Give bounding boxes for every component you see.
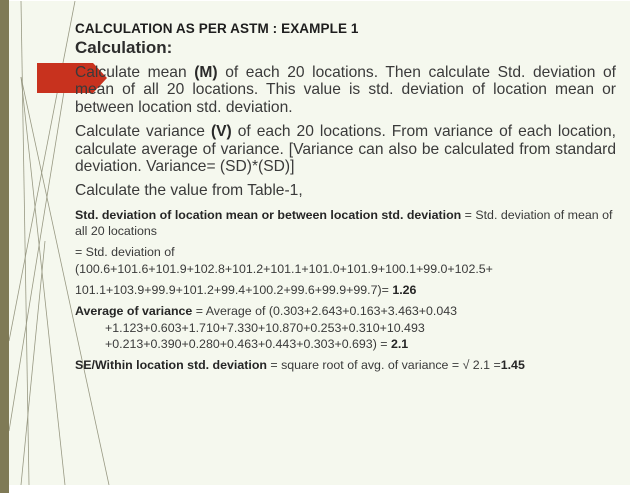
se-within-formula: SE/Within location std. deviation = square root of avg. of variance = √ 2.1 =1.45 xyxy=(75,358,525,373)
calculation-heading: Calculation: xyxy=(75,38,173,57)
slide-content xyxy=(75,21,616,379)
slide-canvas xyxy=(9,1,630,485)
left-accent-bar xyxy=(0,0,9,493)
se-within-result: 1.45 xyxy=(500,358,525,373)
mean-symbol: (M) xyxy=(194,64,218,81)
page-title: CALCULATION AS PER ASTM : EXAMPLE 1 xyxy=(75,21,359,36)
paragraph-mean: Calculate mean (M) of each 20 locations. Then calculate Std. deviation of mean of all 20 locations. This value is std. deviation of location mean or between location std. deviation. xyxy=(75,64,616,116)
std-dev-result: 1.26 xyxy=(392,283,417,298)
std-dev-formula: = Std. deviation of (100.6+101.6+101.9+102.8+101.2+101.1+101.0+101.9+100.1+99.0+102.5+ xyxy=(75,245,493,276)
paragraph-variance: Calculate variance (V) of each 20 locations. From variance of each location, calculate average of variance. [Variance can also be calculated from standard deviation. Variance= (SD)*(SD)] xyxy=(75,123,616,176)
avg-variance-formula: Average of variance = Average of (0.303+2.643+0.163+3.463+0.043 +1.123+0.603+1.710+7.330+10.870+0.253+0.310+10.493 +0.213+0.390+0.280+0.463+0.443+0.303+0.693) = 2.1 xyxy=(75,304,457,351)
avg-variance-label: Average of variance xyxy=(75,304,193,319)
variance-symbol: (V) xyxy=(210,123,232,141)
std-dev-definition: Std. deviation of location mean or between location std. deviation = Std. deviation of mean of all 20 locations xyxy=(75,207,613,239)
avg-variance-result: 2.1 xyxy=(390,336,409,351)
std-dev-label: Std. deviation of location mean or between location std. deviation xyxy=(75,207,462,222)
paragraph-table-ref: Calculate the value from Table-1, xyxy=(75,182,303,200)
std-dev-formula-continued: 101.1+103.9+99.9+101.2+99.4+100.2+99.6+99.9+99.7)= 1.26 xyxy=(75,283,417,298)
se-within-label: SE/Within location std. deviation xyxy=(75,358,267,373)
